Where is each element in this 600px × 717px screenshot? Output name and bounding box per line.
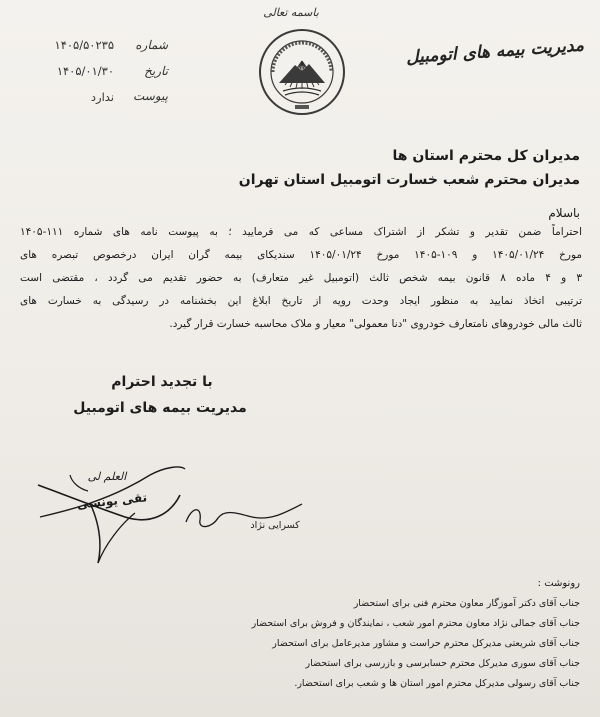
- body-line: احتراماً ضمن تقدیر و تشکر از اشتراک مساعی که می فرمایید ؛ به پیوست نامه های شماره ۱۱۱-۱۴۰۵: [20, 226, 582, 238]
- recipient-line: مدیران محترم شعب خسارت اتومبیل استان تهران: [238, 172, 580, 188]
- body-line: ثالث مالی خودروهای نامتعارف خودروی "دنا معمولی" معیار و ملاک محاسبه خسارت قرار گیرد.: [169, 318, 582, 330]
- attachment-label: پیوست: [133, 89, 168, 103]
- letter-number: ۱۴۰۵/۵۰۲۳۵: [54, 38, 114, 52]
- cc-line: جناب آقای شریعتی مدیرکل محترم حراست و مشاور مدیرعامل برای استحضار: [272, 638, 580, 649]
- cc-line: جناب آقای سوری مدیرکل محترم حسابرسی و بازرسی برای استحضار: [305, 658, 580, 669]
- department-title: مدیریت بیمه های اتومبیل: [405, 35, 585, 68]
- attachment-value: ندارد: [90, 90, 114, 104]
- cc-line: جناب آقای جمالی نژاد معاون محترم امور شعب ، نمایندگان و فروش برای استحضار: [251, 618, 580, 629]
- handwritten-note: العلم لی: [87, 470, 127, 483]
- cc-line: جناب آقای دکتر آموزگار معاون محترم فنی برای استحضار: [353, 598, 580, 609]
- cc-title: رونوشت :: [537, 578, 580, 589]
- body-line: ترتیبی اتخاذ نمایید به منظور ایجاد وحدت رویه از تاریخ ابلاغ این بخشنامه در رسیدگی به خسارت های: [20, 295, 582, 307]
- greeting: باسلام: [548, 206, 580, 220]
- signer-name: کسرایی نژاد: [250, 520, 300, 531]
- company-seal-logo: [257, 27, 347, 117]
- signature-scribble: [178, 492, 308, 542]
- recipient-line: مدیران کل محترم استان ها: [392, 148, 580, 164]
- closing-regards: با تجدید احترام: [111, 374, 213, 390]
- body-line: مورخ ۱۴۰۵/۰۱/۲۴ و ۱۰۹-۱۴۰۵ مورخ ۱۴۰۵/۰۱/۲۴ سندیکای بیمه گران ایران درخصوص تبصره های: [20, 249, 582, 261]
- closing-management: مدیریت بیمه های اتومبیل: [73, 400, 247, 416]
- cc-line: جناب آقای رسولی مدیرکل محترم امور استان ها و شعب برای استحضار.: [294, 678, 580, 689]
- letter-date: ۱۴۰۵/۰۱/۳۰: [56, 64, 114, 78]
- basmala-heading: باسمه تعالی: [263, 6, 319, 19]
- date-label: تاریخ: [144, 64, 168, 78]
- signer-name: تقی یونسی: [76, 490, 148, 512]
- number-label: شماره: [135, 38, 168, 52]
- body-line: ۳ و ۴ ماده ۸ قانون بیمه شخص ثالث (اتومبیل غیر متعارف) به حضور تقدیم می گردد ، مقتضی است: [20, 272, 582, 284]
